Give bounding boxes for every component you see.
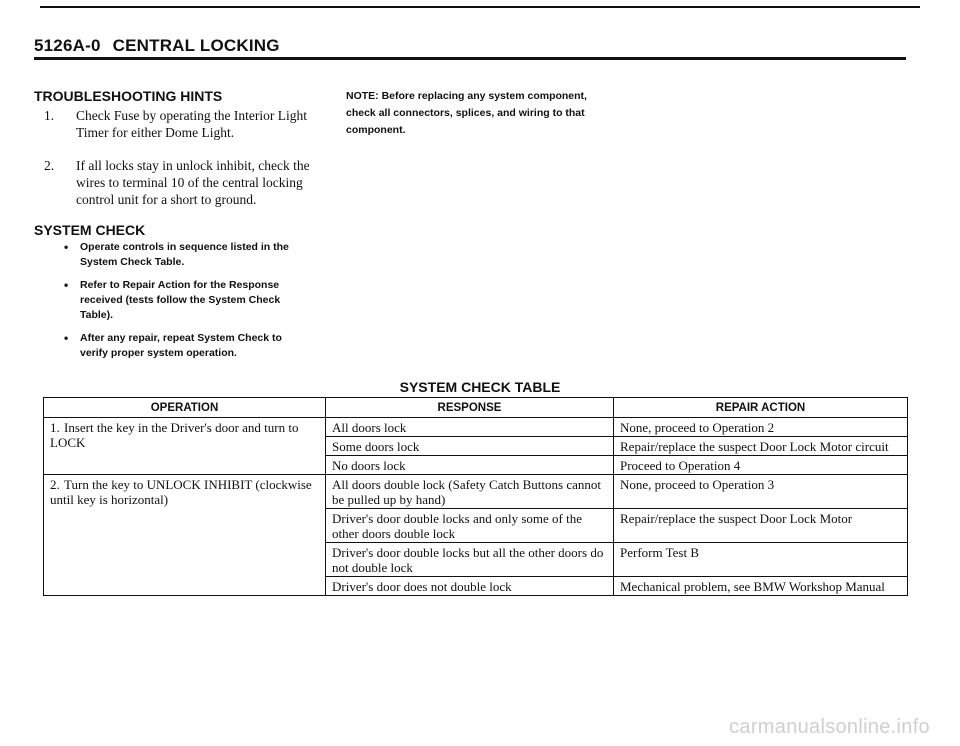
hint-text: If all locks stay in unlock inhibit, check the wires to terminal 10 of the central locking control unit for a short to ground. (76, 158, 310, 207)
watermark: carmanualsonline.info (729, 716, 930, 738)
section-code: 5126A-0 (34, 36, 101, 55)
table-row (44, 418, 908, 437)
repair-cell: Mechanical problem, see BMW Workshop Manual (614, 577, 908, 596)
response-cell: Driver's door does not double lock (326, 577, 614, 596)
repair-cell: Perform Test B (614, 543, 908, 577)
response-cell: Driver's door double locks but all the other doors do not double lock (326, 543, 614, 577)
table-title: SYSTEM CHECK TABLE (399, 379, 561, 395)
system-check-heading: SYSTEM CHECK (34, 222, 146, 238)
header-operation: OPERATION (44, 398, 326, 418)
repair-cell: None, proceed to Operation 2 (614, 418, 908, 437)
page-title: CENTRAL LOCKING (112, 36, 280, 55)
bullet-item: • Refer to Repair Action for the Response received (tests follow the System Check Table). (64, 278, 281, 321)
bullet-icon: • (64, 240, 69, 254)
hint-item: 1. Check Fuse by operating the Interior Light Timer for either Dome Light. (44, 108, 307, 140)
repair-cell: Repair/replace the suspect Door Lock Motor (614, 509, 908, 543)
response-cell: All doors double lock (Safety Catch Buttons cannot be pulled up by hand) (326, 475, 614, 509)
system-check-bullets (62, 240, 312, 369)
repair-cell: None, proceed to Operation 3 (614, 475, 908, 509)
table-row (44, 475, 908, 509)
response-cell: Some doors lock (326, 437, 614, 456)
table-header-row (44, 398, 908, 418)
note-text: NOTE: Before replacing any system component, check all connectors, splices, and wiring to that component. (346, 90, 587, 136)
header-response: RESPONSE (326, 398, 614, 418)
troubleshooting-list (44, 107, 310, 224)
troubleshooting-heading: TROUBLESHOOTING HINTS (34, 88, 223, 104)
repair-cell: Repair/replace the suspect Door Lock Motor circuit (614, 437, 908, 456)
response-cell: All doors lock (326, 418, 614, 437)
repair-cell: Proceed to Operation 4 (614, 456, 908, 475)
system-check-table (43, 397, 908, 596)
page-header (34, 36, 280, 56)
header-repair-action: REPAIR ACTION (614, 398, 908, 418)
header-rule (34, 57, 906, 60)
operation-cell: 1. Insert the key in the Driver's door and turn to LOCK (44, 418, 326, 475)
response-cell: No doors lock (326, 456, 614, 475)
bullet-item: • After any repair, repeat System Check to verify proper system operation. (64, 331, 282, 359)
response-cell: Driver's door double locks and only some of the other doors double lock (326, 509, 614, 543)
bullet-icon: • (64, 278, 69, 292)
operation-cell: 2. Turn the key to UNLOCK INHIBIT (clockwise until key is horizontal) (44, 475, 326, 596)
hint-item: 2. If all locks stay in unlock inhibit, check the wires to terminal 10 of the central locking control unit for a short to ground. (44, 158, 310, 207)
bullet-icon: • (64, 331, 69, 345)
top-rule (40, 6, 920, 8)
hint-text: Check Fuse by operating the Interior Light Timer for either Dome Light. (76, 108, 307, 140)
bullet-item: • Operate controls in sequence listed in the System Check Table. (64, 240, 289, 268)
